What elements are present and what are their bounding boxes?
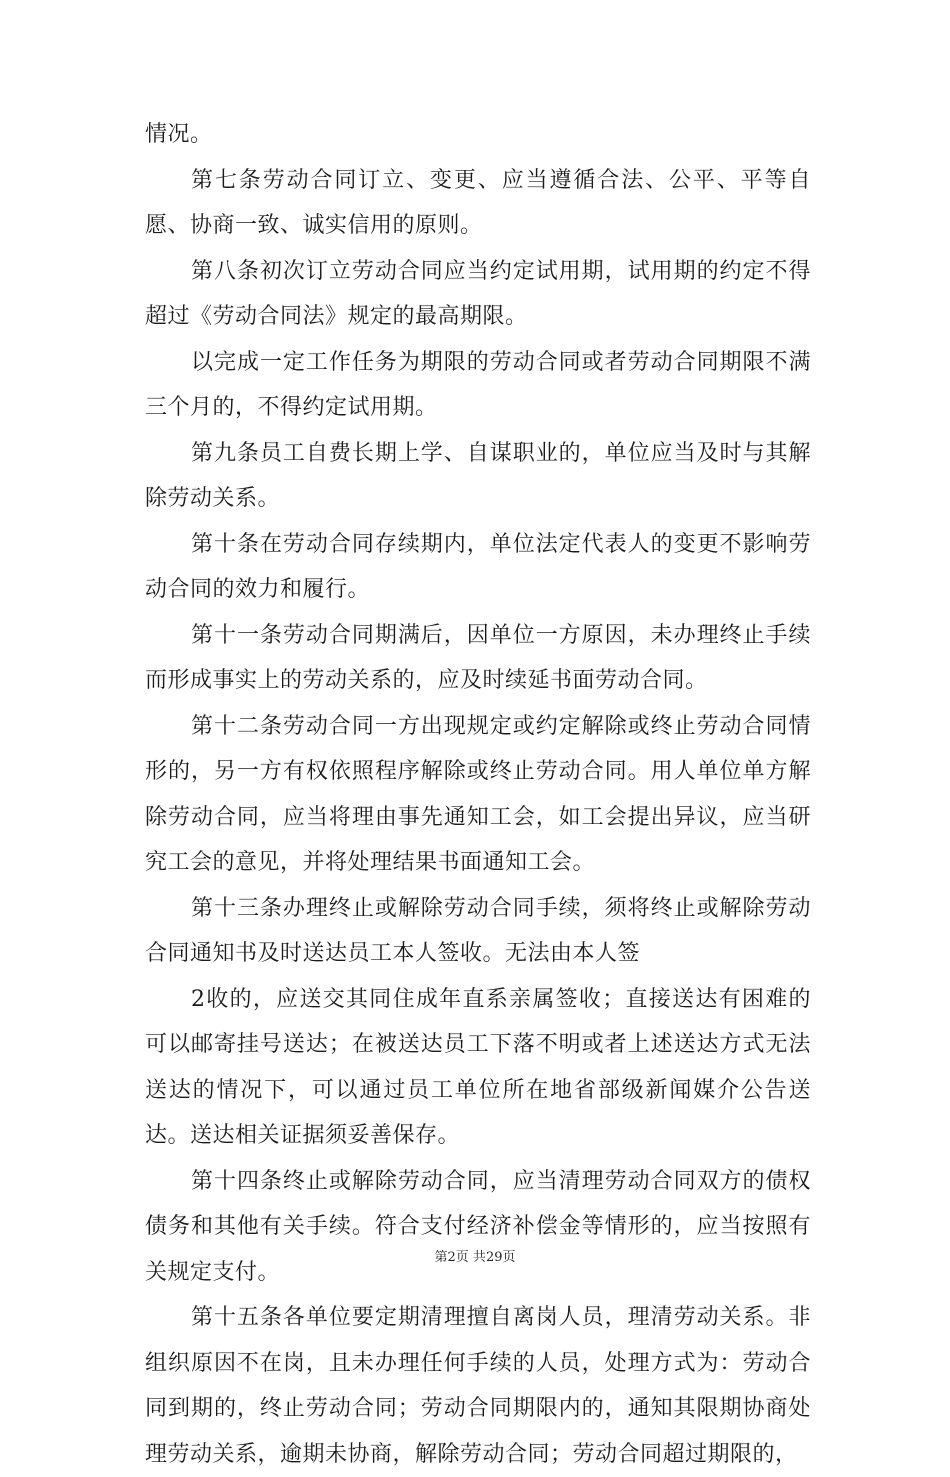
paragraph-article-8: 第八条初次订立劳动合同应当约定试用期，试用期的约定不得超过《劳动合同法》规定的最高期限。 [145, 258, 811, 329]
footer-prefix: 第 [434, 1250, 448, 1265]
paragraph-article-12: 第十二条劳动合同一方出现规定或约定解除或终止劳动合同情形的，另一方有权依照程序解除或终止劳动合同。用人单位单方解除劳动合同，应当将理由事先通知工会，如工会提出异议，应当研究工会的意见，并将处理结果书面通知工会。 [145, 713, 811, 875]
paragraph-article-14: 第十四条终止或解除劳动合同，应当清理劳动合同双方的债权债务和其他有关手续。符合支付经济补偿金等情形的，应当按照有关规定支付。 [145, 1168, 811, 1285]
paragraph-article-10: 第十条在劳动合同存续期内，单位法定代表人的变更不影响劳动合同的效力和履行。 [145, 531, 811, 602]
footer-total-pages: 29 [485, 1250, 503, 1265]
paragraph-article-11: 第十一条劳动合同期满后，因单位一方原因，未办理终止手续而形成事实上的劳动关系的，应及时续延书面劳动合同。 [145, 622, 811, 693]
document-body [145, 112, 811, 1477]
paragraph-article-8-cont: 以完成一定工作任务为期限的劳动合同或者劳动合同期限不满三个月的，不得约定试用期。 [145, 349, 811, 420]
paragraph-article-9: 第九条员工自费长期上学、自谋职业的，单位应当及时与其解除劳动关系。 [145, 440, 811, 511]
footer-current-page: 2 [447, 1250, 456, 1265]
paragraph-article-13-cont: 2收的，应送交其同住成年直系亲属签收；直接送达有困难的可以邮寄挂号送达；在被送达员工下落不明或者上述送达方式无法送达的情况下，可以通过员工单位所在地省部级新闻媒介公告送达。送达相关证据须妥善保存。 [145, 986, 811, 1148]
paragraph-article-15: 第十五条各单位要定期清理擅自离岗人员，理清劳动关系。非组织原因不在岗，且未办理任何手续的人员，处理方式为：劳动合同到期的，终止劳动合同；劳动合同期限内的，通知其限期协商处理劳动关系，逾期未协商，解除劳动合同；劳动合同超过期限的， [145, 1305, 811, 1467]
page-footer [0, 1246, 950, 1265]
footer-middle: 页 共 [455, 1250, 486, 1265]
paragraph-0: 情况。 [145, 122, 213, 147]
footer-suffix: 页 [502, 1250, 516, 1265]
paragraph-article-13: 第十三条办理终止或解除劳动合同手续，须将终止或解除劳动合同通知书及时送达员工本人签收。无法由本人签 [145, 895, 811, 966]
paragraph-article-7: 第七条劳动合同订立、变更、应当遵循合法、公平、平等自愿、协商一致、诚实信用的原则。 [145, 167, 811, 238]
